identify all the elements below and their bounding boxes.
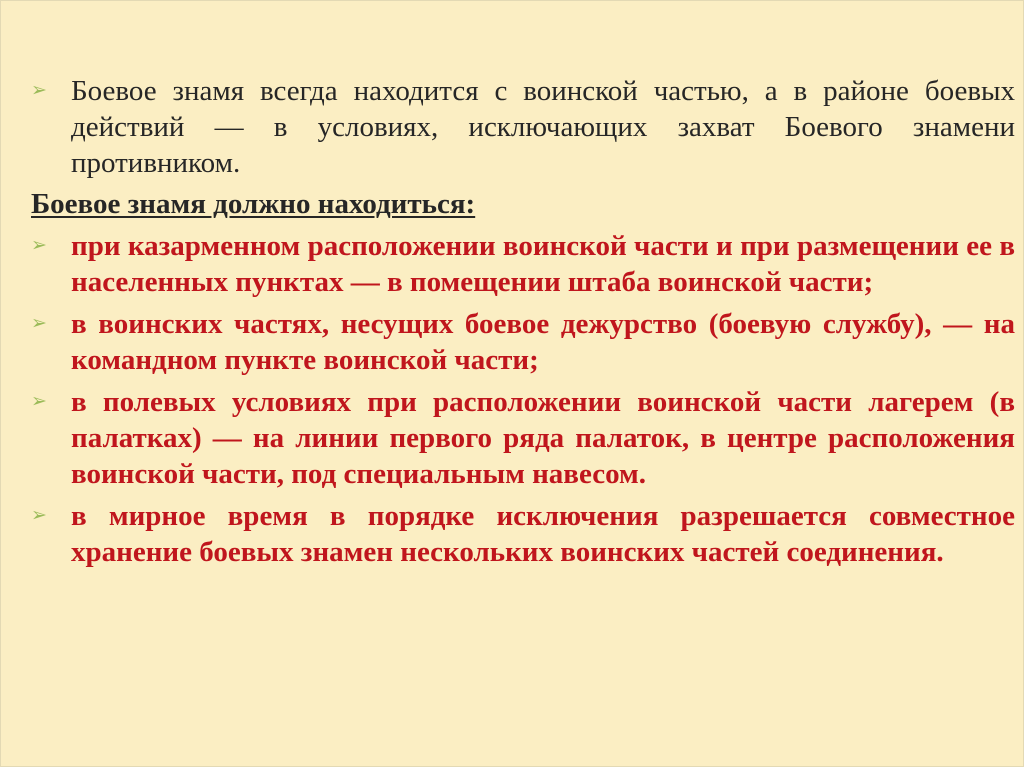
chevron-bullet-icon: ➢: [31, 504, 47, 526]
list-item: [31, 384, 1015, 492]
list-item: [31, 306, 1015, 378]
slide-content: [31, 73, 1015, 576]
list-item-text: в воинских частях, несущих боевое дежурство (боевую службу), — на командном пункте воинской части;: [71, 308, 1015, 376]
chevron-bullet-icon: ➢: [31, 79, 47, 101]
list-item: [31, 228, 1015, 300]
chevron-bullet-icon: ➢: [31, 390, 47, 412]
section-heading: Боевое знамя должно находиться:: [31, 188, 476, 220]
list-item-text: в мирное время в порядке исключения разрешается совместное хранение боевых знамен нескольких воинских частей соединения.: [71, 500, 1015, 568]
list-item-text: в полевых условиях при расположении воинской части лагерем (в палатках) — на линии первого ряда палаток, в центре расположения воинской части, под специальным навесом.: [71, 386, 1015, 490]
intro-bullet-item: [31, 73, 1015, 181]
chevron-bullet-icon: ➢: [31, 312, 47, 334]
intro-text: Боевое знамя всегда находится с воинской частью, а в районе боевых действий — в условиях, исключающих захват Боевого знамени противником.: [71, 75, 1015, 179]
chevron-bullet-icon: ➢: [31, 234, 47, 256]
list-item: [31, 498, 1015, 570]
list-item-text: при казарменном расположении воинской части и при размещении ее в населенных пунктах — в помещении штаба воинской части;: [71, 230, 1015, 298]
